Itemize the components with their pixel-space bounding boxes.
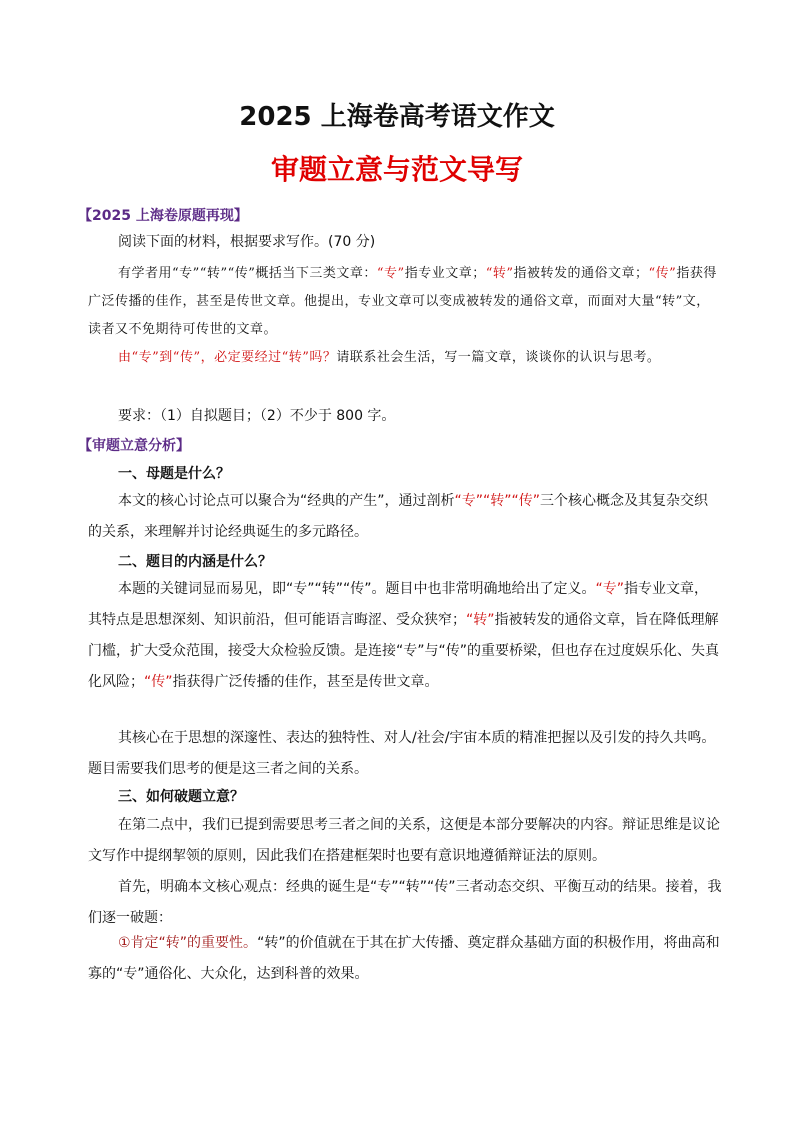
analysis-heading-3: 三、如何破题立意？: [118, 789, 244, 805]
text-run: “专”: [376, 266, 405, 281]
text-run: 指获得广泛传播的佳作，甚至是传世文章。: [172, 674, 439, 690]
analysis-paragraph-6: [88, 928, 722, 990]
analysis-paragraph-5: 首先，明确本文核心观点：经典的诞生是“专”“转”“传”三者动态交织、平衡互动的结果。接着，我们逐一破题：: [88, 879, 722, 926]
text-run: “专”“转”“传”: [454, 493, 541, 509]
analysis-paragraph-4: 在第二点中，我们已提到需要思考三者之间的关系，这便是本部分要解决的内容。辩证思维是议论文写作中提纲挈领的原则，因此我们在搭建框架时也要有意识地遵循辩证法的原则。: [88, 817, 720, 864]
text-run: “专”: [595, 581, 625, 597]
text-run: “转”的价值就在于其在扩大传播、奠定群众基础方面的积极作用，将曲高和寡的“专”通俗化、大众化，达到科普的效果。: [88, 935, 720, 982]
text-run: 三个核心概念及其复杂交织的关系，来理解并讨论经典诞生的多元路径。: [88, 493, 709, 540]
text-run: 指获得广泛传播的佳作，甚至是传世文章。他提出，专业文章可以变成被转发的通俗文章，而面对大量“转”文，读者又不免期待可传世的文章。: [88, 266, 717, 337]
text-run: 本文的核心讨论点可以聚合为“经典的产生”，通过剖析: [118, 493, 455, 509]
text-run: “转”: [485, 266, 514, 281]
text-run: “转”: [466, 612, 495, 628]
text-run: “传”: [648, 266, 677, 281]
analysis-paragraph-1: [88, 486, 722, 548]
analysis-paragraph-2: [88, 574, 722, 698]
text-run: 指专业文章；: [404, 266, 486, 281]
text-run: 有学者用“专”“转”“传”概括当下三类文章：: [118, 266, 377, 281]
text-run: ①肯定“转”的重要性。: [118, 935, 258, 951]
page-title: 2025 上海卷高考语文作文: [239, 102, 555, 132]
text-run: 指被转发的通俗文章，旨在降低理解门槛，扩大受众范围，接受大众检验反馈。是连接“专”与“传”的重要桥梁，但也存在过度娱乐化、失真化风险；: [88, 612, 720, 690]
prompt-paragraph-1: [88, 260, 722, 344]
text-run: 指被转发的通俗文章；: [513, 266, 649, 281]
text-run: “传”: [144, 674, 173, 690]
analysis-heading-1: 一、母题是什么？: [118, 466, 230, 482]
text-run: 指专业文章，其特点是思想深刻、知识前沿，但可能语言晦涩、受众狭窄；: [88, 581, 709, 628]
section-analysis-heading: 【审题立意分析】: [78, 438, 190, 454]
analysis-heading-2: 二、题目的内涵是什么？: [118, 554, 272, 570]
text-run: 请联系社会生活，写一篇文章，谈谈你的认识与思考。: [336, 350, 661, 365]
prompt-intro: 阅读下面的材料，根据要求写作。(70 分): [118, 234, 376, 250]
text-run: 本题的关键词显而易见，即“专”“转”“传”。题目中也非常明确地给出了定义。: [118, 581, 596, 597]
page-subtitle: 审题立意与范文导写: [270, 153, 523, 186]
text-run: 由“专”到“传”，必定要经过“转”吗？: [118, 350, 337, 365]
prompt-requirement: 要求：（1）自拟题目；（2）不少于 800 字。: [118, 408, 396, 424]
analysis-paragraph-3: 其核心在于思想的深邃性、表达的独特性、对人/社会/宇宙本质的精准把握以及引发的持久共鸣。题目需要我们思考的便是这三者之间的关系。: [88, 730, 716, 777]
prompt-paragraph-2: [88, 344, 722, 372]
section-original-heading: 【2025 上海卷原题再现】: [78, 208, 248, 224]
